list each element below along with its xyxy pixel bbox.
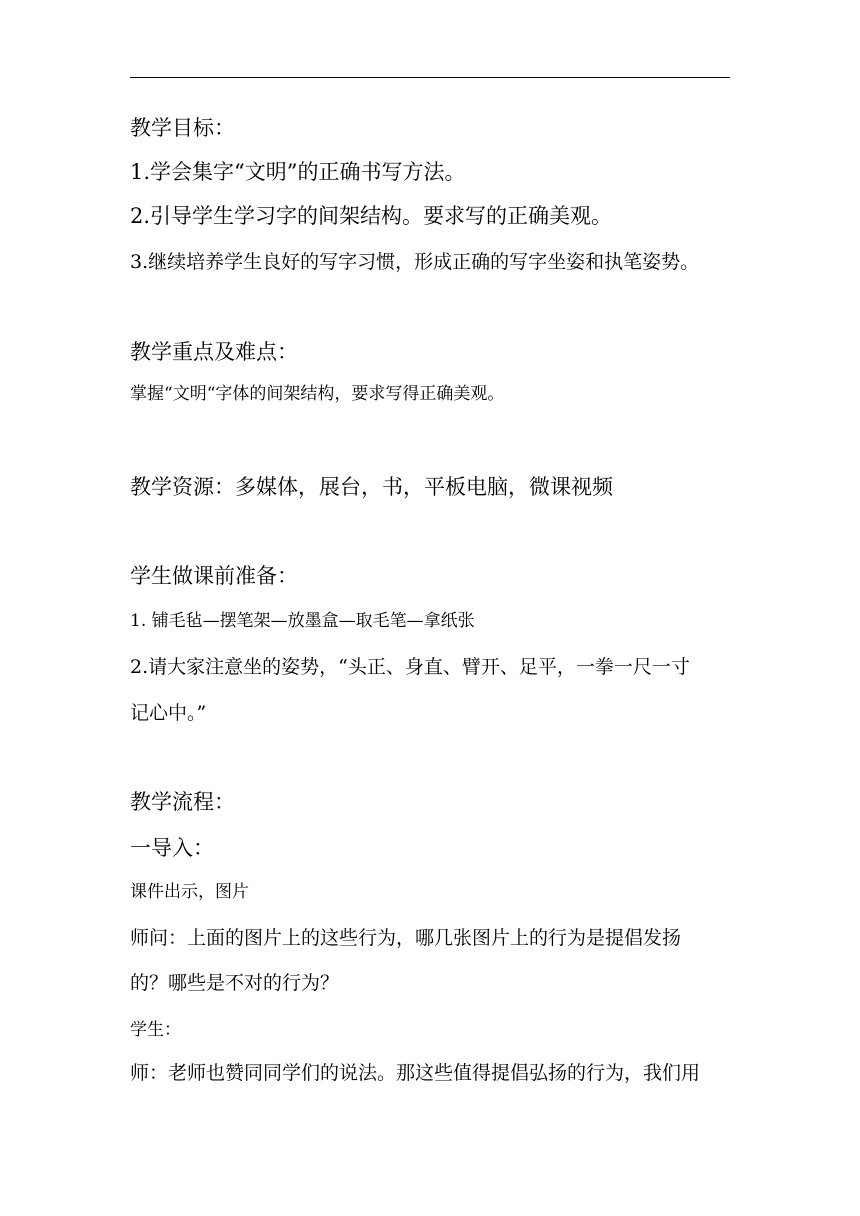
key-points-text: 掌握“文明“字体的间架结构，要求写得正确美观。 — [130, 384, 505, 404]
objective-item-1: 1.学会集字“文明”的正确书写方法。 — [130, 160, 466, 184]
process-line-3: 的？哪些是不对的行为？ — [130, 972, 340, 994]
process-line-4: 学生： — [130, 1020, 181, 1040]
process-line-2: 师问：上面的图片上的这些行为，哪几张图片上的行为是提倡发扬 — [130, 927, 682, 949]
process-line-5: 师：老师也赞同同学们的说法。那这些值得提倡弘扬的行为，我们用 — [130, 1062, 701, 1084]
intro-heading: 一导入： — [130, 836, 214, 860]
resources-text: 教学资源：多媒体，展台，书，平板电脑，微课视频 — [130, 475, 613, 499]
preparation-heading: 学生做课前准备： — [130, 564, 298, 588]
process-line-1: 课件出示，图片 — [130, 882, 249, 902]
header-rule — [130, 77, 730, 78]
preparation-item-2-line-2: 记心中。” — [130, 702, 207, 724]
preparation-item-2-line-1: 2.请大家注意坐的姿势，“头正、身直、臂开、足平，一拳一尺一寸 — [130, 656, 690, 678]
key-points-heading: 教学重点及难点： — [130, 340, 298, 364]
preparation-item-1: 1. 铺毛毡—摆笔架—放墨盒—取毛笔—拿纸张 — [130, 611, 475, 631]
objectives-heading: 教学目标： — [130, 116, 235, 140]
process-heading: 教学流程： — [130, 790, 235, 814]
objective-item-3: 3.继续培养学生良好的写字习惯，形成正确的写字坐姿和执笔姿势。 — [130, 251, 700, 273]
objective-item-2: 2.引导学生学习字的间架结构。要求写的正确美观。 — [130, 204, 613, 228]
